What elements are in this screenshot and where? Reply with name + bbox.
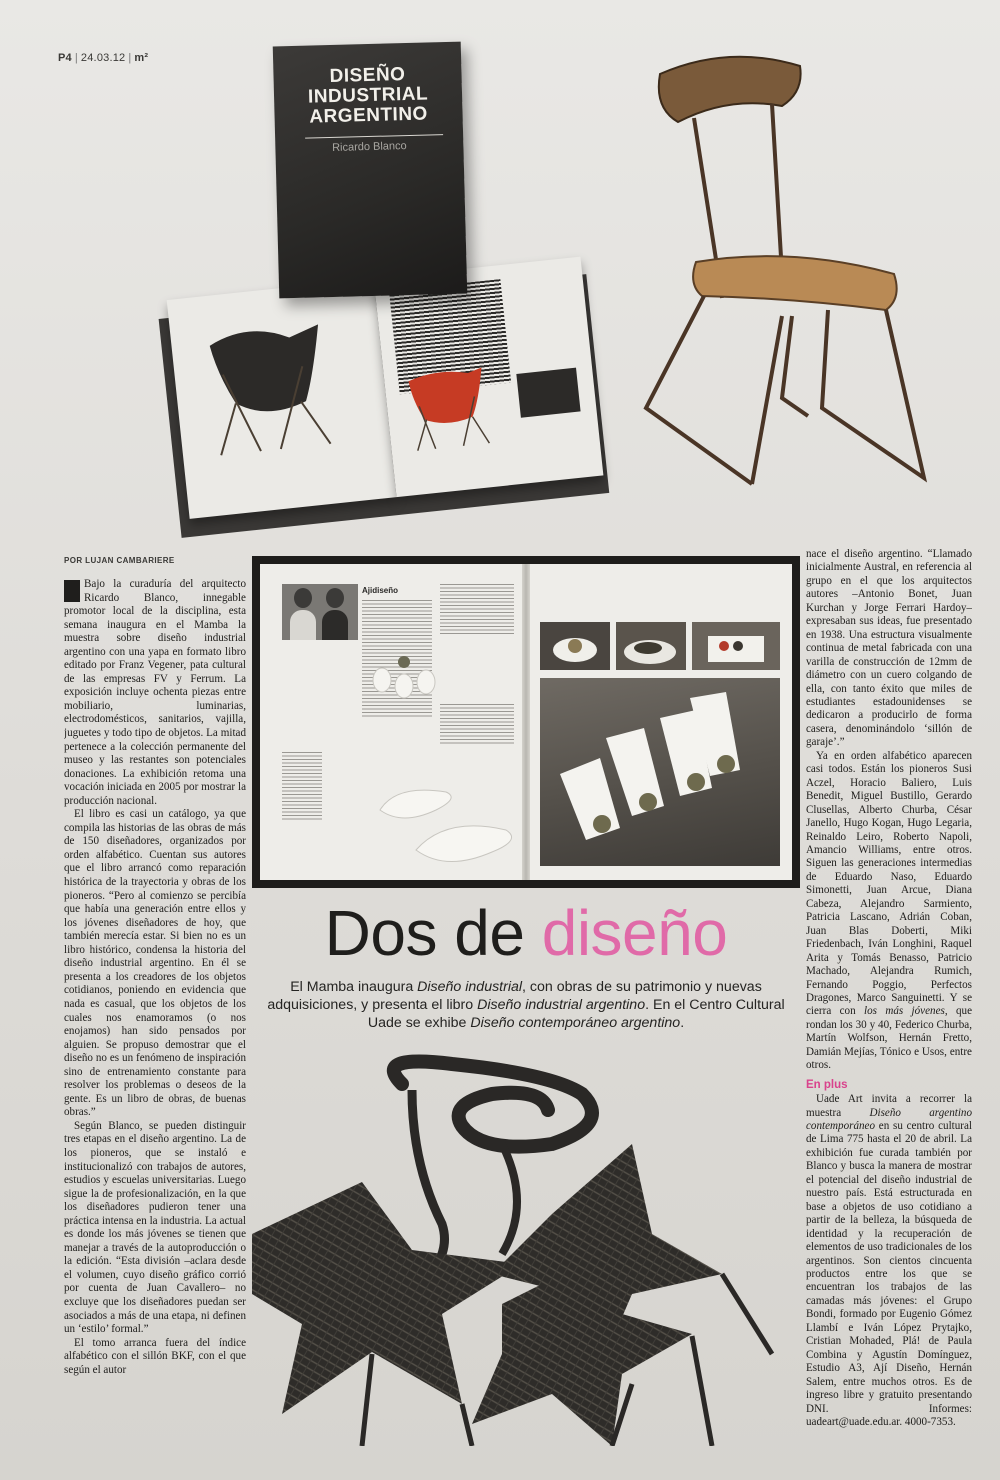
book-cover-title: DISEÑO INDUSTRIAL ARGENTINO <box>307 64 429 128</box>
paragraph-right-1: nace el diseño argentino. “Llamado inicialmente Austral, en referencia al grupo en el que los arquitectos autores –Antonio Bonet, Juan Kurchan y Jorge Ferrari Hardoy– expresaban sus ideas, fue presentado en 1938. Una estructura visualmente continua de metal fabricada con una varilla de construcción de 12mm de diámetro con un cuero colgando de ella, con tanto éxito que miles de estudiantes estadounidenses se dedicaron a producirlo de forma casera, denominándolo ‘sillón de garaje’.” <box>806 548 972 749</box>
section-head-en-plus: En plus <box>806 1078 848 1091</box>
section-name: m² <box>134 52 149 64</box>
bkf-chair-dark-image <box>187 301 362 467</box>
page-number: P4 <box>58 52 72 64</box>
wooden-chair-image <box>632 48 932 538</box>
paragraph-2: El libro es casi un catálogo, ya que compila las historias de las obras de más de 150 diseñadores, organizados por orden alfabético. Cuentan sus autores que el libro arrancó como reparación histórica de la trayectoria y obras de los pioneros. “Pero al comienzo se percibía que había una generación entre ellos y los jóvenes diseñadores de hoy, que también merecía estar. Si bien no es un libro histórico, condensa la historia del diseño industrial argentino. En él se presenta a los creadores de los objetos cotidianos, poniendo en evidencia que nada es casual, que los objetos de los cuales nos enamoramos (o nos enojamos) han sido pensados por alguien. Se propuso demostrar que el diseño no es un fenómeno de inspiración sino de entrenamiento constante para resolver los problemas o deseos de la gente. Es un libro de obras, de buenas obras.” <box>64 808 246 1119</box>
byline: POR LUJAN CAMBARIERE <box>64 556 175 565</box>
dish-thumb-1 <box>540 622 610 670</box>
paragraph-right-3: Uade Art invita a recorrer la muestra Diseño argentino contemporáneo en su centro cultural de Lima 775 hasta el 20 de abril. La exhibición fue curada también por Blanco y busca la manera de mostrar el potencial del diseño industrial de nuestro país. Está estructurada en base a objetos de uso cotidiano a partir de la belleza, la búsqueda de identidad y la recuperación de elementos de uso tradicionales de los argentinos. Son cientos cincuenta productos entre los que se encuentran los trabajos de las camadas más jóvenes: el Grupo Bondi, formado por Eugenio Gómez Llambí e Iván López Prytajko, Cristian Mohaded, Plá! de Paula Combina y Agustín Domínguez, Estudio A3, Ají Diseño, Hernán Salem, entre muchos otros. Es de ingreso libre y gratuito presentando DNI. Informes: uadeart@uade.edu.ar. 4000-7353. <box>806 1093 972 1428</box>
issue-date: 24.03.12 <box>80 52 126 64</box>
dish-thumb-2 <box>616 622 686 670</box>
book-small-photo <box>516 368 580 418</box>
drop-cap-block <box>64 580 80 602</box>
designers-portrait <box>282 584 358 640</box>
paragraph-right-2: Ya en orden alfabético aparecen casi todos. Están los pioneros Susi Aczel, Horacio Baliero, Luis Benedit, Miguel Bustillo, Gerardo Clusellas, Alberto Churba, César Janello, Hugo Kogan, Hugo Legaria, Reinaldo Leiro, Roberto Napoli, Amancio Williams, entre otros. Siguen las generaciones intermedias de Eduardo Naso, Eduardo Simonetti, Juan Arcue, Diana Cabeza, Alejandro Sarmiento, Patricia Lascano, Adrián Coban, Juan Blas Doberti, Miki Friedenbach, Iván Longhini, Raquel Arita y Tomás Benasso, Patricio Machado, Alejandra Rumich, Fernando Poggio, Perfectos Dragones, Marco Sanguinetti. Y se cierra con los más jóvenes, que rondan los 30 y 40, Federico Churba, Martín Wolfson, Hernán Fretto, Damián Mejías, Tónico e Usos, entre otros. <box>806 749 972 1072</box>
spoons-small-image <box>370 652 440 712</box>
deck-subtitle: El Mamba inaugura Diseño industrial, con obras de su patrimonio y nuevas adquisiciones, y presenta el libro Diseño industrial argentino. En el Centro Cultural Uade se exhibe Diseño contemporáneo argentino. <box>267 979 785 1031</box>
spread-title: Ajidiseño <box>362 586 399 595</box>
book-cover-image <box>273 42 468 299</box>
bkf-chair-red-image <box>397 359 495 454</box>
white-trays-image <box>376 780 526 870</box>
magazine-spread-image <box>252 556 800 888</box>
headline-part-2: diseño <box>541 897 728 969</box>
book-cover-author: Ricardo Blanco <box>331 140 407 154</box>
page-folio: P4 | 24.03.12 | m² <box>58 52 149 64</box>
article-body-right-column <box>806 548 972 1448</box>
headline-part-1: Dos de <box>324 897 542 969</box>
woven-chairs-sculpture-image <box>252 1054 800 1446</box>
paragraph-4: El tomo arranca fuera del índice alfabético con el sillón BKF, con el que según el autor <box>64 1336 246 1376</box>
dish-thumb-3 <box>692 622 780 670</box>
paragraph-1: Bajo la curaduría del arquitecto Ricardo Blanco, innegable promotor local de la disciplina, esta semana inaugura en el Mamba la muestra sobre diseño industrial argentino con una yapa en formato libro editado por Franz Vegener, pata cultural de las empresas FV y Ferrum. La exposición incluye ochenta piezas entre mobiliario, luminarias, electrodomésticos, sanitarios, vajilla, juguetes y todo tipo de objetos. La mitad pertenece a la colección permanente del museo y las restantes son potenciales donaciones. La exhibición retoma una vocación iniciada en 2005 por mostrar la producción nacional. <box>64 578 246 807</box>
spoons-large-image <box>540 678 780 866</box>
headline <box>252 898 800 968</box>
article-body-left-column <box>64 578 246 1440</box>
paragraph-3: Según Blanco, se pueden distinguir tres etapas en el diseño argentino. La de los pioneros, que se instaló e institucionalizó con trabajos de autores, estudios y escuelas universitarias. Luego sigue la de profesionalización, en la que los diseñadores pudieron tener una práctica intensa en la industria. La actual es donde los más jóvenes se tienen que manejar a través de la autoproducción o la edición. “Esta división –aclara desde el volumen, cuyo diseño gráfico corrió por cuenta de Juan Cavallero– no excluye que los diseñadores puedan ser asociados a más de una etapa, ni definen un ‘estilo’ formal.” <box>64 1119 246 1336</box>
